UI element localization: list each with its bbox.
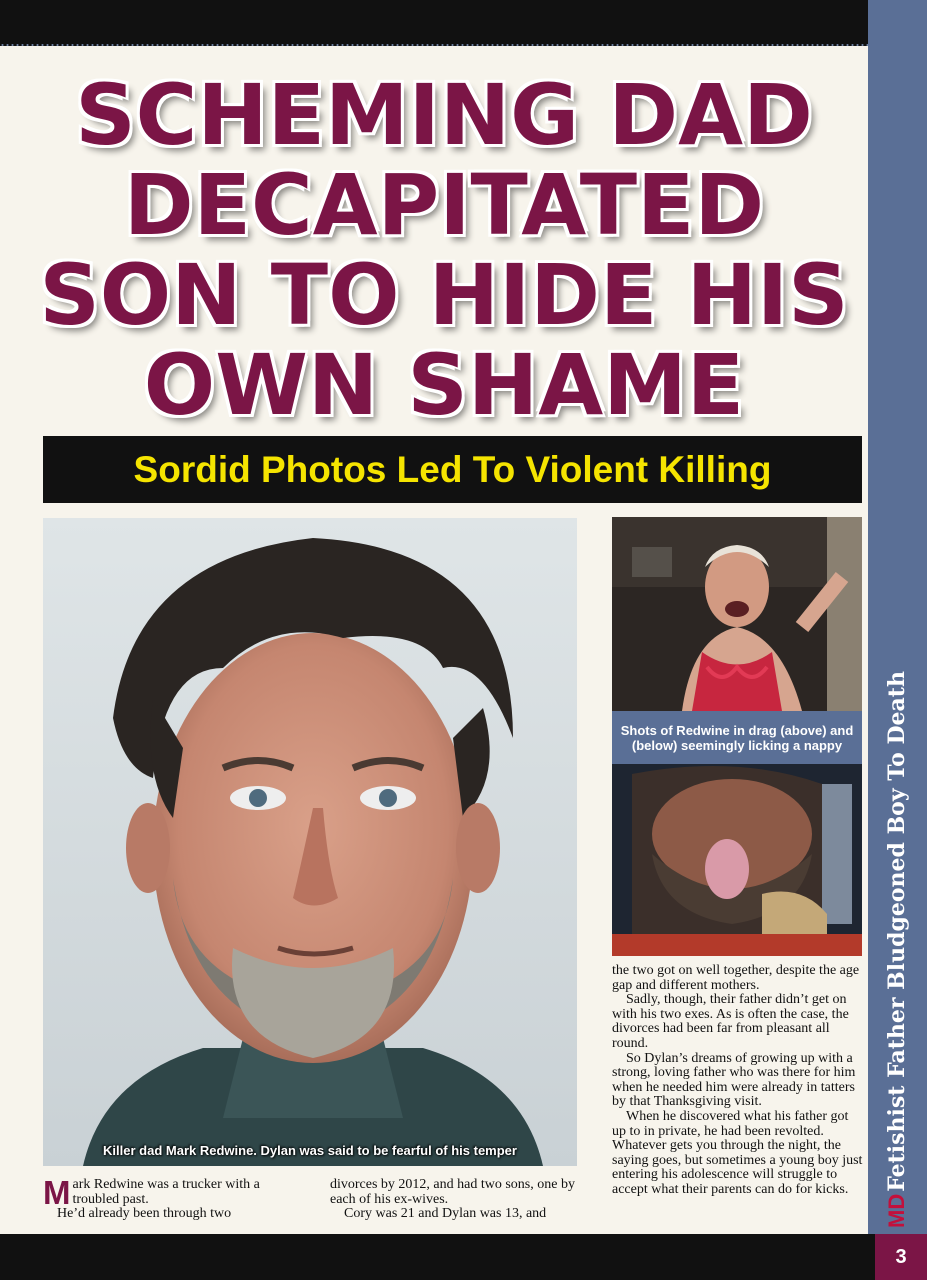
subheadline: Sordid Photos Led To Violent Killing	[133, 448, 772, 490]
nappy-photo	[612, 764, 862, 956]
bottom-bar	[0, 1234, 927, 1280]
article-column-2	[330, 1178, 580, 1222]
side-banner-title: Fetishist Father Bludgeoned Boy To Death	[884, 671, 910, 1192]
main-photo	[43, 518, 577, 1166]
mugshot-illustration	[43, 518, 577, 1166]
drag-photo-illustration	[612, 517, 862, 711]
headline-line: SCHEMING DAD	[75, 66, 813, 164]
headline-line: SON TO HIDE HIS	[39, 246, 849, 344]
headline-line: OWN SHAME	[143, 336, 745, 434]
side-banner-text	[869, 671, 925, 1228]
drag-photo	[612, 517, 862, 711]
article-paragraph: When he discovered what his father got up to in private, he had been revolted. Whatever gets you through the night, the saying goes, but sometimes a young boy just entering his adolescence will struggle to accept what their parents can do for kicks.	[612, 1108, 863, 1197]
top-bar	[0, 0, 868, 46]
page-number: 3	[875, 1234, 927, 1280]
article-paragraph: Sadly, though, their father didn’t get on with his two exes. As is often the case, the divorces had been far from pleasant all round.	[612, 992, 849, 1051]
article-paragraph: So Dylan’s dreams of growing up with a strong, loving father who was there for him when he needed him were already in tatters by that Thanksgiving visit.	[612, 1050, 856, 1110]
main-photo-caption: Killer dad Mark Redwine. Dylan was said to be fearful of his temper	[103, 1143, 517, 1158]
article-column-1	[43, 1174, 293, 1222]
headline-line: DECAPITATED	[123, 156, 765, 254]
dotted-rule	[0, 44, 868, 46]
nappy-photo-illustration	[612, 764, 862, 956]
article-paragraph: Mark Redwine was a trucker with a troubled past.	[43, 1174, 260, 1211]
article-paragraph: divorces by 2012, and had two sons, one by each of his ex-wives.	[330, 1177, 575, 1207]
magazine-logo: MD	[884, 1193, 909, 1228]
article-paragraph: the two got on well together, despite the age gap and different mothers.	[612, 963, 860, 993]
article-paragraph: Cory was 21 and Dylan was 13, and	[344, 1206, 547, 1222]
drop-cap: M	[43, 1174, 71, 1211]
side-photos-caption: Shots of Redwine in drag (above) and (below) seemingly licking a nappy	[612, 711, 862, 764]
headline	[20, 66, 868, 434]
article-column-3	[612, 964, 864, 1198]
article-paragraph: He’d already been through two	[57, 1206, 232, 1222]
subheadline-box	[43, 436, 862, 503]
